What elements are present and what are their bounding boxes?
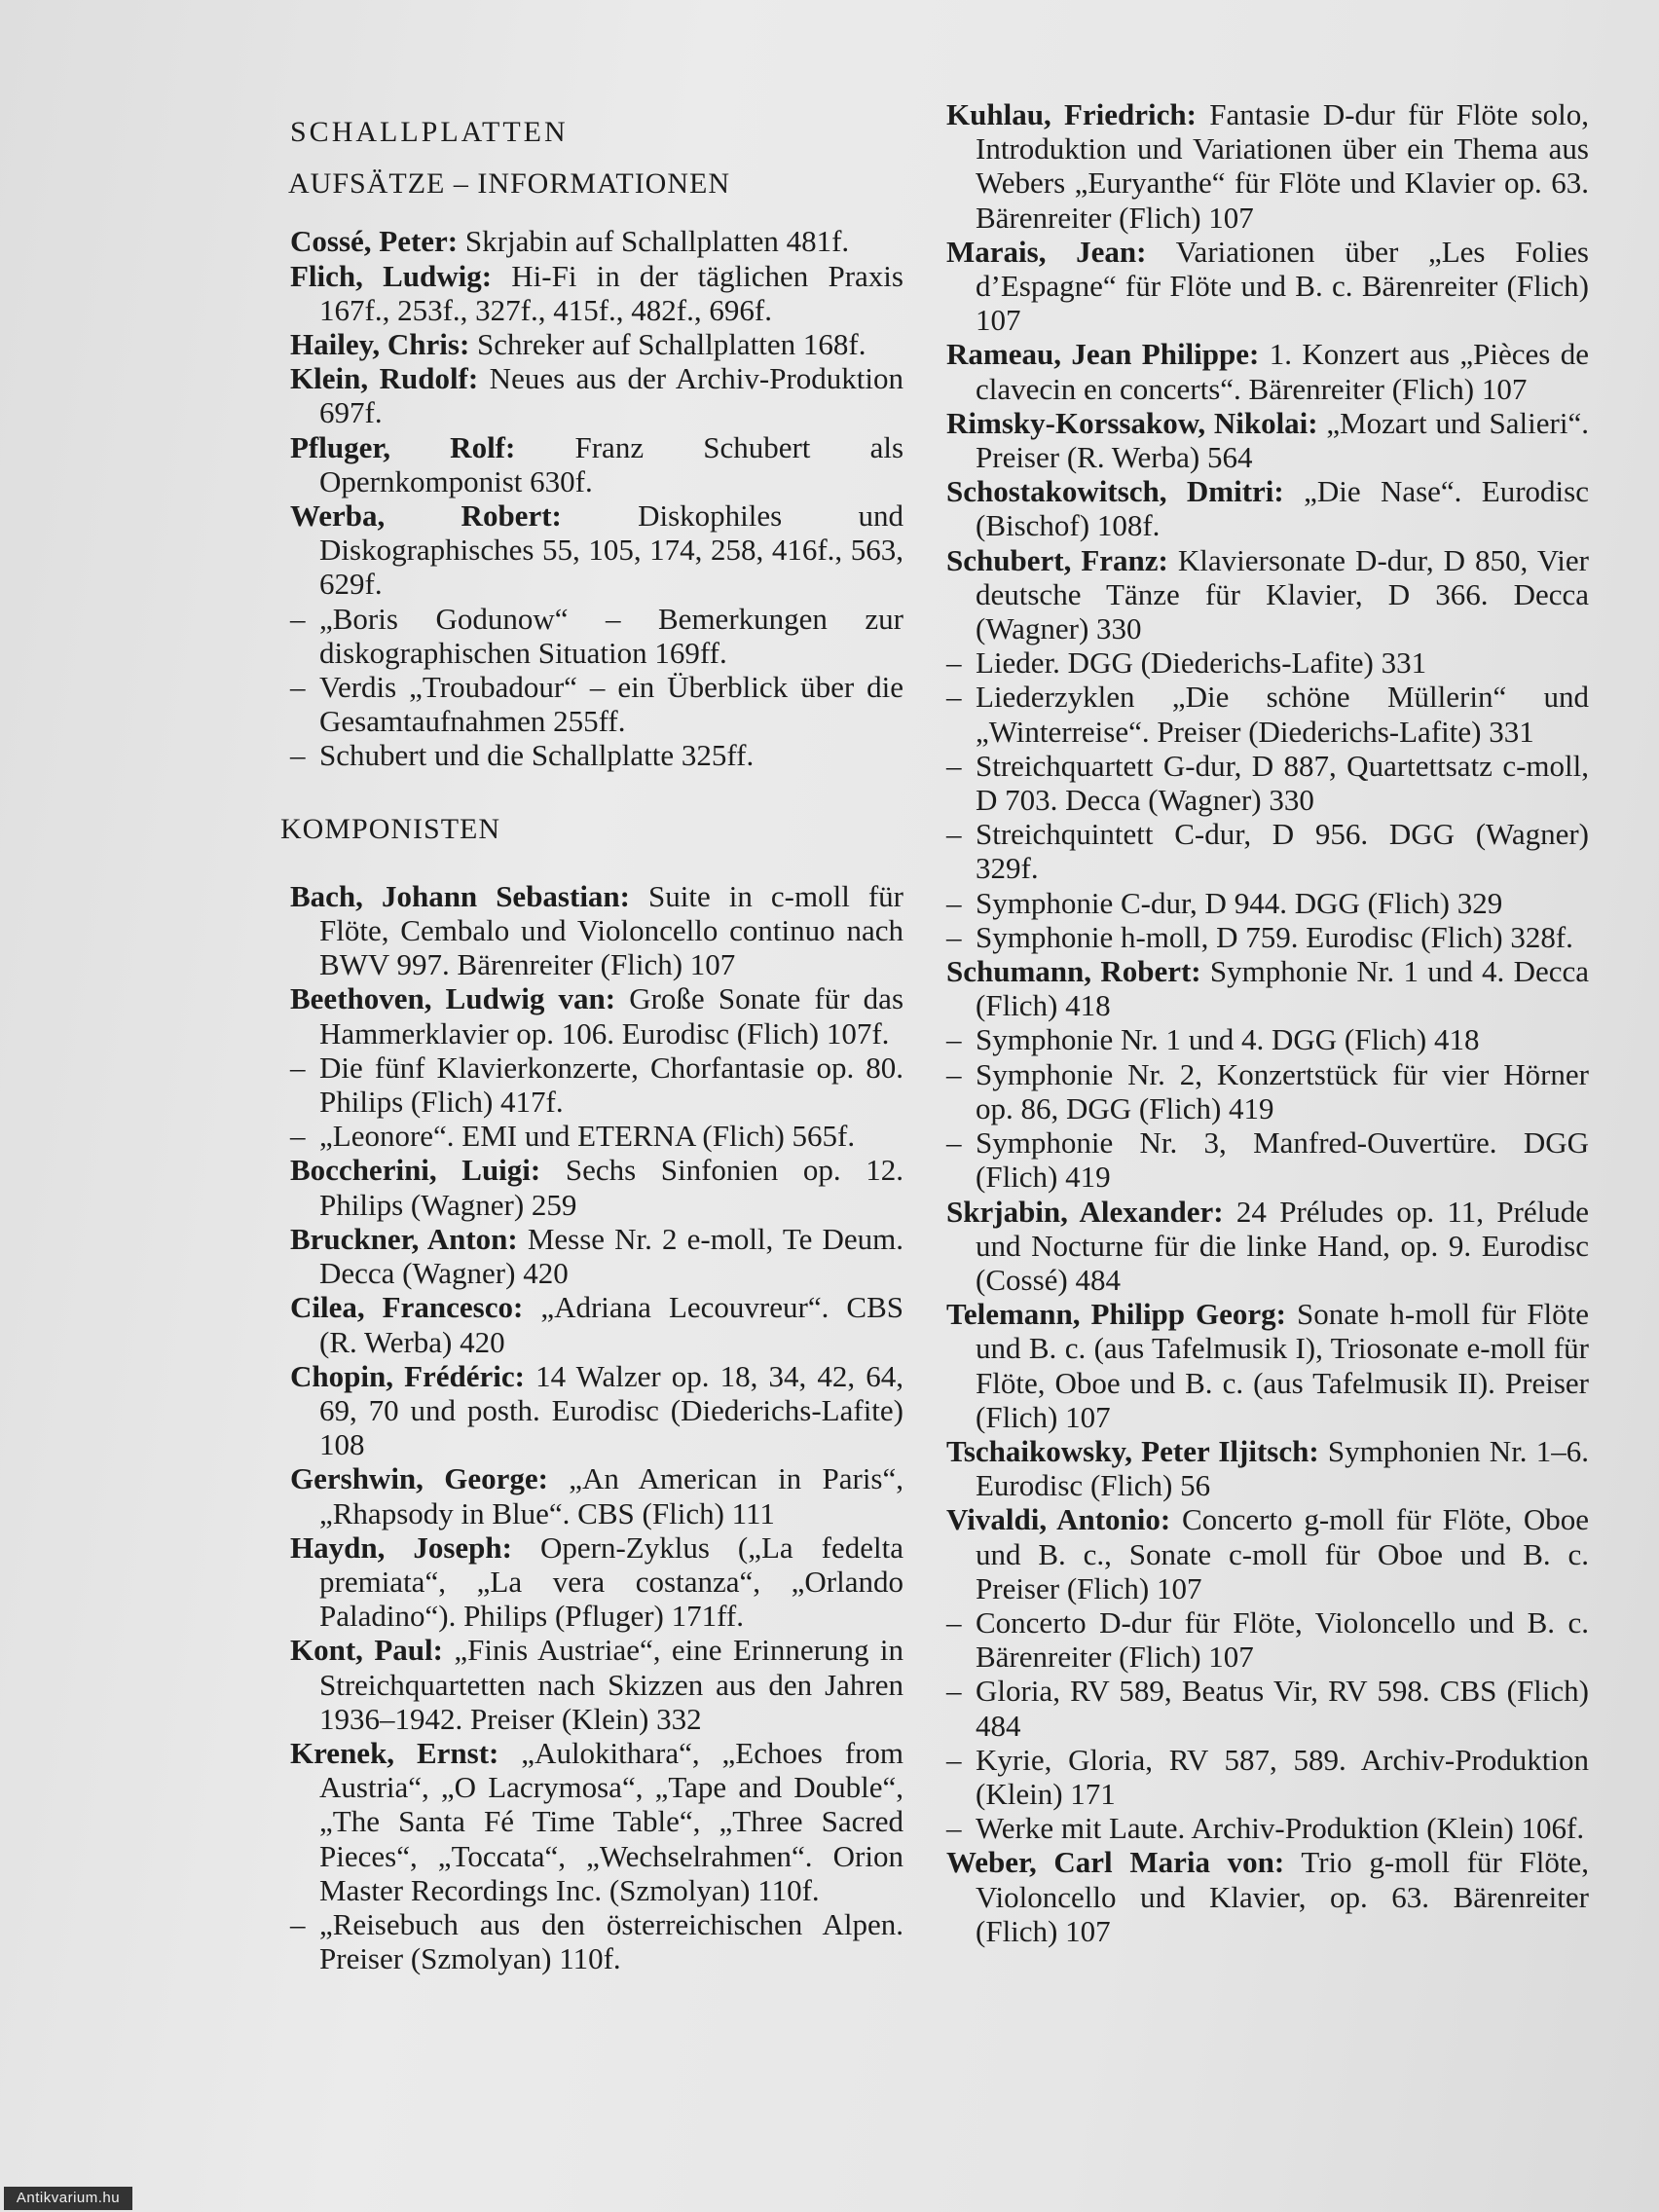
entry-text: Symphonie C-dur, D 944. DGG (Flich) 329 — [976, 885, 1503, 920]
index-entry — [251, 738, 903, 772]
entry-text: „Aulokithara“, „Echoes from Austria“, „O Lacrymosa“, „Tape and Double“, „The Santa Fé Time Table“, „Three Sacred Pieces“, „Toccata“, „Wechselrahmen“. Orion Master Recordings Inc. (Szmolyan) 110f. — [319, 1735, 904, 1907]
entry-name: Haydn, Joseph: — [290, 1530, 512, 1565]
continuation-dash: – — [946, 817, 962, 852]
entry-text: Große Sonate für das Hammerklavier op. 106. Eurodisc (Flich) 107f. — [319, 981, 904, 1051]
entry-text: Streichquartett G-dur, D 887, Quartettsatz c-moll, D 703. Decca (Wagner) 330 — [976, 748, 1589, 818]
entry-name: Rimsky-Korssakow, Nikolai: — [946, 405, 1318, 440]
entry-text: Werke mit Laute. Archiv-Produktion (Klein) 106f. — [976, 1811, 1585, 1846]
entry-text: „Adriana Lecouvreur“. CBS (R. Werba) 420 — [319, 1290, 903, 1359]
index-entry — [251, 1222, 903, 1290]
entry-text: „Leonore“. EMI und ETERNA (Flich) 565f. — [319, 1119, 856, 1154]
index-entry — [251, 361, 903, 429]
entry-text: Hi-Fi in der täglichen Praxis 167f., 253f., 327f., 415f., 482f., 696f. — [319, 258, 903, 327]
entry-name: Bruckner, Anton: — [290, 1221, 518, 1256]
continuation-dash: – — [946, 748, 962, 783]
index-entry — [251, 1290, 903, 1358]
entry-name: Klein, Rudolf: — [290, 361, 479, 396]
entry-name: Pfluger, Rolf: — [290, 429, 516, 464]
index-entry — [946, 886, 1589, 920]
entry-text: Diskophiles und Diskographisches 55, 105, 174, 258, 416f., 563, 629f. — [319, 498, 903, 602]
entry-text: Skrjabin auf Schallplatten 481f. — [458, 224, 850, 259]
right-column — [946, 97, 1589, 1948]
continuation-dash: – — [946, 1742, 962, 1777]
entry-text: Liederzyklen „Die schöne Müllerin“ und „Winterreise“. Preiser (Diederichs-Lafite) 331 — [976, 680, 1589, 749]
entry-text: Schreker auf Schallplatten 168f. — [469, 327, 866, 362]
entry-name: Krenek, Ernst: — [290, 1735, 499, 1770]
entry-text: Symphonie Nr. 1 und 4. DGG (Flich) 418 — [976, 1022, 1480, 1057]
index-entry — [946, 645, 1589, 680]
entry-text: Variationen über „Les Folies d’Espagne“ für Flöte und B. c. Bärenreiter (Flich) 107 — [976, 234, 1589, 338]
entry-text: Kyrie, Gloria, RV 587, 589. Archiv-Produktion (Klein) 171 — [976, 1742, 1589, 1811]
entry-text: Sonate h-moll für Flöte und B. c. (aus Tafelmusik I), Triosonate e-moll für Flöte, Oboe und B. c. (aus Tafelmusik II). Preiser (Flich) 107 — [976, 1297, 1590, 1434]
subsection-title-composers: KOMPONISTEN — [280, 812, 501, 845]
entry-name: Flich, Ludwig: — [290, 258, 493, 293]
continuation-dash: – — [290, 738, 306, 773]
entry-text: 14 Walzer op. 18, 34, 42, 64, 69, 70 und posth. Eurodisc (Diederichs-Lafite) 108 — [319, 1358, 903, 1462]
continuation-dash: – — [946, 1022, 962, 1057]
entry-text: Fantasie D-dur für Flöte solo, Introduktion und Variationen über ein Thema aus Webers „Euryanthe“ für Flöte und Klavier op. 63. Bärenreiter (Flich) 107 — [976, 97, 1590, 235]
entry-text: Streichquintett C-dur, D 956. DGG (Wagner) 329f. — [976, 817, 1589, 886]
continuation-dash: – — [946, 1604, 962, 1640]
entry-text: Symphonie Nr. 2, Konzertstück für vier Hörner op. 86, DGG (Flich) 419 — [976, 1056, 1589, 1125]
entry-name: Tschaikowsky, Peter Iljitsch: — [946, 1433, 1319, 1468]
index-entry — [946, 406, 1589, 474]
subsection-title-essays: AUFSÄTZE – INFORMATIONEN — [288, 167, 731, 201]
index-entry — [251, 498, 903, 602]
index-entry — [251, 1051, 903, 1119]
index-entry — [946, 954, 1589, 1022]
entry-name: Schostakowitsch, Dmitri: — [946, 474, 1284, 509]
entry-text: „Reisebuch aus den österreichischen Alpen. Preiser (Szmolyan) 110f. — [319, 1906, 903, 1976]
index-entry — [251, 1119, 903, 1153]
entry-name: Skrjabin, Alexander: — [946, 1194, 1224, 1229]
index-entry — [946, 1502, 1589, 1605]
left-column — [251, 115, 903, 1975]
entry-name: Hailey, Chris: — [290, 327, 470, 362]
index-entry — [946, 1125, 1589, 1194]
composers-list-right — [946, 97, 1589, 1948]
entry-text: Trio g-moll für Flöte, Violoncello und Klavier, op. 63. Bärenreiter (Flich) 107 — [976, 1845, 1589, 1948]
index-entry — [251, 259, 903, 327]
index-entry — [946, 1674, 1589, 1742]
entry-name: Bach, Johann Sebastian: — [290, 878, 630, 913]
index-entry — [251, 670, 903, 738]
index-entry — [251, 1736, 903, 1907]
continuation-dash: – — [946, 1811, 962, 1846]
entry-text: Lieder. DGG (Diederichs-Lafite) 331 — [976, 645, 1427, 681]
index-entry — [946, 1022, 1589, 1056]
entry-text: 1. Konzert aus „Pièces de clavecin en concerts“. Bärenreiter (Flich) 107 — [976, 337, 1589, 406]
entry-text: „Die Nase“. Eurodisc (Bischof) 108f. — [976, 474, 1589, 543]
entry-name: Telemann, Philipp Georg: — [946, 1297, 1287, 1332]
entry-name: Beethoven, Ludwig van: — [290, 981, 616, 1016]
index-entry — [946, 749, 1589, 817]
entry-name: Boccherini, Luigi: — [290, 1153, 541, 1188]
entry-name: Werba, Robert: — [290, 498, 562, 534]
index-entry — [946, 680, 1589, 748]
entry-name: Schubert, Franz: — [946, 542, 1168, 577]
entry-text: Concerto D-dur für Flöte, Violoncello und B. c. Bärenreiter (Flich) 107 — [976, 1604, 1589, 1675]
entry-text: Symphonie Nr. 1 und 4. Decca (Flich) 418 — [976, 954, 1589, 1023]
entry-name: Chopin, Frédéric: — [290, 1358, 525, 1393]
index-entry — [251, 1461, 903, 1530]
entry-text: Franz Schubert als Opernkomponist 630f. — [319, 429, 904, 498]
index-entry — [946, 1195, 1589, 1298]
entry-text: Sechs Sinfonien op. 12. Philips (Wagner) 259 — [319, 1153, 903, 1222]
index-entry — [946, 1057, 1589, 1125]
index-entry — [251, 430, 903, 498]
index-entry — [946, 817, 1589, 885]
entry-text: Opern-Zyklus („La fedelta premiata“, „La vera costanza“, „Orlando Paladino“). Philips (Pfluger) 171ff. — [319, 1530, 903, 1634]
index-entry — [946, 1811, 1589, 1845]
continuation-dash: – — [946, 1674, 962, 1709]
entry-name: Kuhlau, Friedrich: — [946, 97, 1197, 131]
entry-text: Symphonie h-moll, D 759. Eurodisc (Flich) 328f. — [976, 919, 1573, 954]
continuation-dash: – — [946, 1125, 962, 1161]
composers-list-left — [251, 879, 903, 1976]
index-entry — [946, 97, 1589, 235]
continuation-dash: – — [290, 670, 306, 705]
entry-text: Verdis „Troubadour“ – ein Überblick über die Gesamtaufnahmen 255ff. — [319, 670, 903, 739]
entry-name: Gershwin, George: — [290, 1461, 548, 1496]
watermark-label: Antikvarium.hu — [4, 2187, 132, 2210]
section-title: SCHALLPLATTEN — [290, 116, 569, 148]
index-entry — [946, 474, 1589, 542]
continuation-dash: – — [946, 680, 962, 715]
continuation-dash: – — [946, 885, 962, 920]
entry-name: Cossé, Peter: — [290, 224, 459, 259]
entry-name: Vivaldi, Antonio: — [946, 1502, 1171, 1537]
index-entry — [251, 1530, 903, 1634]
continuation-dash: – — [290, 1050, 306, 1085]
index-entry — [946, 920, 1589, 954]
entry-text: „Mozart und Salieri“. Preiser (R. Werba) 564 — [976, 405, 1589, 475]
continuation-dash: – — [946, 645, 962, 681]
entry-text: Symphonie Nr. 3, Manfred-Ouvertüre. DGG (Flich) 419 — [976, 1125, 1589, 1195]
entry-text: Concerto g-moll für Flöte, Oboe und B. c., Sonate c-moll für Oboe und B. c. Preiser (Flich) 107 — [976, 1502, 1590, 1605]
index-entry — [251, 1153, 903, 1221]
index-entry — [251, 1907, 903, 1975]
entry-name: Marais, Jean: — [946, 234, 1147, 269]
entry-text: 24 Préludes op. 11, Prélude und Nocturne für die linke Hand, op. 9. Eurodisc (Cossé) 484 — [976, 1194, 1590, 1297]
index-entry — [251, 1359, 903, 1462]
continuation-dash: – — [290, 1906, 306, 1941]
entry-text: Suite in c-moll für Flöte, Cembalo und Violoncello continuo nach BWV 997. Bärenreiter (Flich) 107 — [319, 878, 903, 982]
index-entry — [946, 337, 1589, 405]
entry-text: Gloria, RV 589, Beatus Vir, RV 598. CBS (Flich) 484 — [976, 1674, 1589, 1743]
index-entry — [251, 602, 903, 670]
entry-name: Weber, Carl Maria von: — [946, 1845, 1285, 1880]
continuation-dash: – — [290, 601, 306, 636]
entry-text: Die fünf Klavierkonzerte, Chorfantasie op. 80. Philips (Flich) 417f. — [319, 1050, 903, 1120]
entry-text: Neues aus der Archiv-Produktion 697f. — [319, 361, 903, 430]
entry-text: Symphonien Nr. 1–6. Eurodisc (Flich) 56 — [976, 1433, 1590, 1503]
index-entry — [946, 1845, 1589, 1948]
entry-name: Cilea, Francesco: — [290, 1290, 524, 1325]
index-entry — [251, 1633, 903, 1736]
entry-name: Schumann, Robert: — [946, 954, 1201, 989]
continuation-dash: – — [946, 1056, 962, 1091]
entry-name: Kont, Paul: — [290, 1633, 443, 1668]
index-entry — [946, 1605, 1589, 1674]
index-entry — [946, 1743, 1589, 1811]
entry-text: Schubert und die Schallplatte 325ff. — [319, 738, 755, 773]
entry-text: Klaviersonate D-dur, D 850, Vier deutsche Tänze für Klavier, D 366. Decca (Wagner) 330 — [976, 542, 1589, 646]
index-entry — [251, 879, 903, 982]
entry-text: „An American in Paris“, „Rhapsody in Blue“. CBS (Flich) 111 — [319, 1461, 904, 1530]
index-entry — [946, 1297, 1589, 1434]
entry-text: „Finis Austriae“, eine Erinnerung in Streichquartetten nach Skizzen aus den Jahren 1936–1942. Preiser (Klein) 332 — [319, 1633, 903, 1736]
index-entry — [946, 1434, 1589, 1502]
continuation-dash: – — [290, 1119, 306, 1154]
essays-list — [251, 224, 903, 772]
index-entry — [251, 224, 903, 258]
index-entry — [946, 235, 1589, 338]
index-entry — [946, 543, 1589, 646]
index-entry — [251, 327, 903, 361]
entry-text: „Boris Godunow“ – Bemerkungen zur diskographischen Situation 169ff. — [319, 601, 903, 670]
entry-name: Rameau, Jean Philippe: — [946, 337, 1260, 372]
continuation-dash: – — [946, 919, 962, 954]
index-entry — [251, 981, 903, 1050]
entry-text: Messe Nr. 2 e-moll, Te Deum. Decca (Wagner) 420 — [319, 1221, 903, 1291]
